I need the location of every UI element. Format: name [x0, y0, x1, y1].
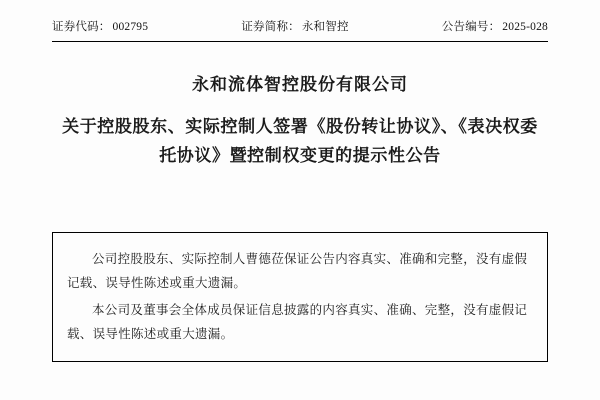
statement-paragraph: 本公司及董事会全体成员保证信息披露的内容真实、准确、完整，没有虚假记载、误导性陈述或重大遗漏。 [67, 302, 528, 342]
notice-number-label: 公告编号： [441, 21, 501, 33]
security-abbr-cell [241, 18, 348, 34]
notice-number-value: 2025-028 [502, 21, 548, 33]
document-header [52, 0, 548, 34]
security-abbr-label: 证券简称： [241, 21, 300, 33]
security-abbr-value: 永和智控 [301, 21, 349, 33]
header-divider [52, 41, 548, 42]
company-name: 永和流体智控股份有限公司 [192, 75, 408, 94]
security-code-cell [52, 18, 148, 34]
security-code-value: 002795 [112, 21, 149, 33]
statement-box [52, 232, 548, 362]
title-block [52, 72, 548, 171]
security-code-label: 证券代码： [52, 21, 111, 33]
notice-number-cell [442, 18, 548, 34]
document-title: 关于控股股东、实际控制人签署《股份转让协议》、《表决权委托协议》暨控制权变更的提示性公告 [62, 116, 538, 166]
statement-paragraph: 公司控股股东、实际控制人曹德莅保证公告内容真实、准确和完整，没有虚假记载、误导性陈述或重大遗漏。 [67, 252, 528, 291]
